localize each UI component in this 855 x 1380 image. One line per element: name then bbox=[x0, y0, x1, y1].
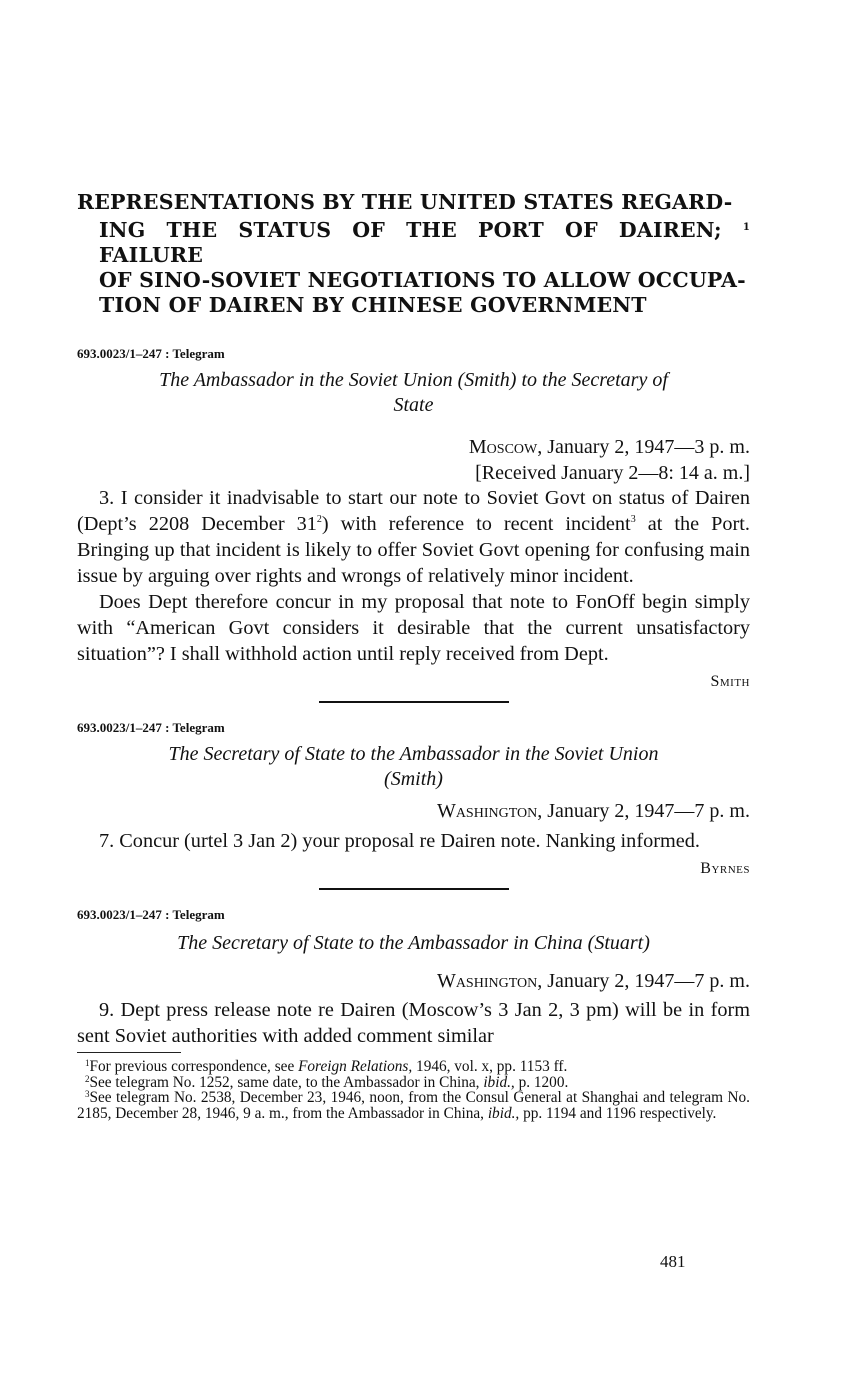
document-3 bbox=[77, 907, 750, 1049]
paragraph: 9. Dept press release note re Dairen (Moscow’s 3 Jan 2, 3 pm) will be in form sent Soviet authorities with added comment similar bbox=[77, 999, 750, 1047]
dateline-place: Moscow, bbox=[468, 436, 543, 458]
signature: Smith bbox=[710, 673, 750, 690]
dateline-place: Washington, bbox=[436, 800, 543, 822]
dateline-place: Washington, bbox=[436, 970, 543, 992]
file-reference: 693.0023/1–247 : Telegram bbox=[77, 907, 225, 922]
footnote-ref-2: 2 bbox=[316, 514, 322, 525]
signature: Byrnes bbox=[700, 860, 750, 877]
footnote-3: $^3$See telegram No. 2538, December 23, 1946, noon, from the Consul General at Shanghai and telegram No. 2185, December 28, 1946, 9 a. m., from the Ambassador in China, ibid., pp. 1194 and 1196 respectively. bbox=[77, 1089, 750, 1122]
page-content bbox=[77, 190, 750, 1121]
footnote-2: $^2$See telegram No. 1252, same date, to the Ambassador in China, ibid., p. 1200. bbox=[85, 1073, 569, 1091]
page-number: 481 bbox=[660, 1252, 686, 1271]
footnote-1: $^1$For previous correspondence, see Foreign Relations, 1946, vol. x, pp. 1153 ff. bbox=[85, 1058, 568, 1075]
dateline bbox=[77, 968, 750, 994]
chapter-heading bbox=[77, 190, 750, 318]
paragraph: Does Dept therefore concur in my proposal that note to FonOff begin simply with “American Govt considers it desirable that the current unsatisfactory situation”? I shall withhold action until reply received from Dept. bbox=[77, 591, 750, 665]
document-title: The Ambassador in the Soviet Union (Smith) to the Secretary of State bbox=[159, 369, 668, 416]
dateline bbox=[77, 434, 750, 460]
dateline-date: January 2, 1947—3 p. m. bbox=[547, 436, 750, 458]
heading-line-2: ING THE STATUS OF THE PORT OF DAIREN; $^1$ FAILURE bbox=[99, 218, 750, 267]
heading-line-3: OF SINO-SOVIET NEGOTIATIONS TO ALLOW OCCUPA- bbox=[99, 268, 746, 292]
dateline-date: January 2, 1947—7 p. m. bbox=[547, 970, 750, 992]
footnote-ref-3: 3 bbox=[630, 514, 636, 525]
heading-line-4: TION OF DAIREN BY CHINESE GOVERNMENT bbox=[99, 293, 647, 317]
document-2 bbox=[77, 720, 750, 878]
heading-line-1: REPRESENTATIONS BY THE UNITED STATES REGARD- bbox=[77, 190, 733, 214]
paragraph: 3. I consider it inadvisable to start our note to Soviet Govt on status of Dairen (Dept’s 2208 December $31^2$) with reference to recent incident$^3$ at the Port. Bringing up that incident is likely to offer Soviet Govt opening for confusing main issue by arguing over rights and wrongs of relatively minor incident. bbox=[77, 487, 750, 587]
section-divider bbox=[319, 701, 509, 703]
file-reference: 693.0023/1–247 : Telegram bbox=[77, 720, 225, 735]
document-title: The Secretary of State to the Ambassador in China (Stuart) bbox=[177, 932, 650, 954]
paragraph: 7. Concur (urtel 3 Jan 2) your proposal re Dairen note. Nanking informed. bbox=[99, 830, 700, 852]
document-1 bbox=[77, 346, 750, 691]
file-reference: 693.0023/1–247 : Telegram bbox=[77, 346, 225, 361]
dateline bbox=[77, 798, 750, 824]
document-title: The Secretary of State to the Ambassador in the Soviet Union (Smith) bbox=[168, 743, 659, 790]
footnote-ref-1: 1 bbox=[742, 222, 750, 233]
footnote-divider bbox=[77, 1052, 181, 1053]
received-line: [Received January 2—8: 14 a. m.] bbox=[475, 462, 750, 484]
section-divider bbox=[319, 888, 509, 890]
dateline-date: January 2, 1947—7 p. m. bbox=[547, 800, 750, 822]
footnotes bbox=[77, 1059, 750, 1121]
